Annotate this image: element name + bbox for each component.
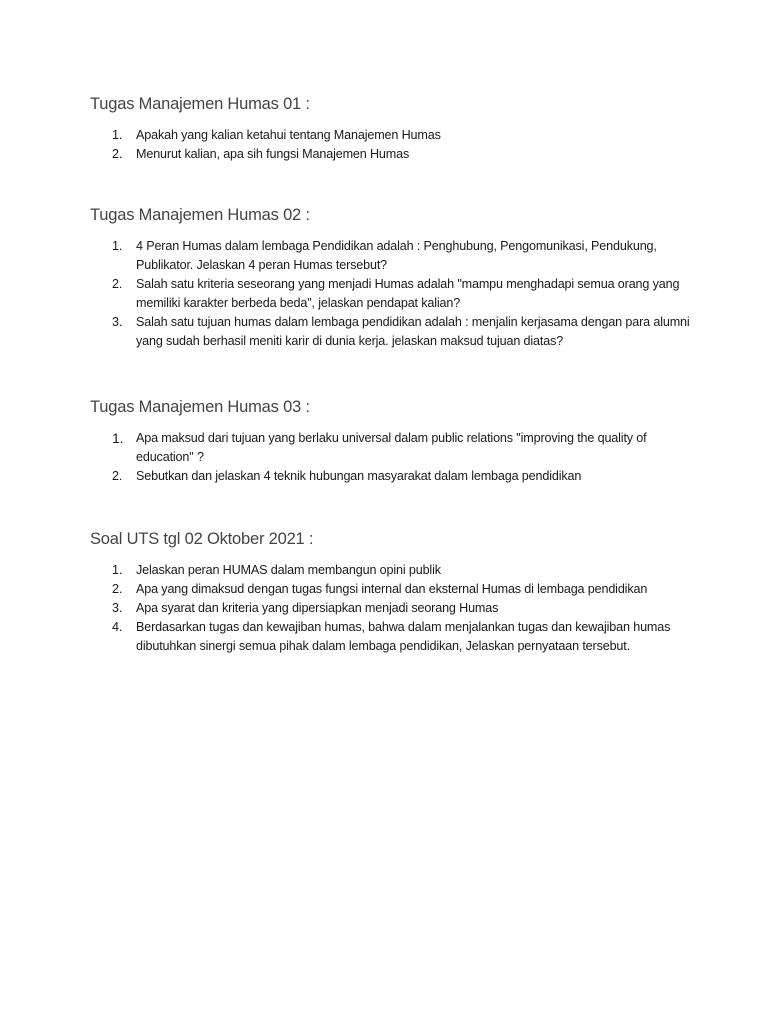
item-number: 3.	[112, 315, 123, 329]
item-number: 2.	[112, 582, 123, 596]
item-text: Menurut kalian, apa sih fungsi Manajemen Humas	[136, 147, 410, 161]
list-item	[90, 275, 690, 313]
list-item	[90, 580, 690, 599]
item-number: 2.	[112, 469, 123, 483]
list-item	[90, 145, 690, 164]
item-number: 1.	[112, 430, 124, 446]
question-list	[90, 561, 690, 656]
item-text: Salah satu tujuan humas dalam lembaga pendidikan adalah : menjalin kerjasama dengan para alumni yang sudah berhasil meniti karir di dunia kerja. jelaskan maksud tujuan diatas?	[136, 315, 690, 348]
list-item	[90, 313, 690, 351]
list-item	[90, 599, 690, 618]
item-text: Apa yang dimaksud dengan tugas fungsi internal dan eksternal Humas di lembaga pendidikan	[136, 582, 648, 596]
section-heading: Soal UTS tgl 02 Oktober 2021 :	[90, 530, 314, 548]
list-item	[90, 237, 690, 275]
item-number: 1.	[112, 239, 123, 253]
item-number: 3.	[112, 601, 123, 615]
section-tugas-03	[90, 398, 690, 486]
item-number: 2.	[112, 147, 123, 161]
list-item	[90, 618, 690, 656]
item-text: Apa syarat dan kriteria yang dipersiapkan menjadi seorang Humas	[136, 601, 499, 615]
list-item	[90, 467, 690, 486]
item-number: 4.	[112, 620, 123, 634]
section-heading: Tugas Manajemen Humas 01 :	[90, 95, 310, 113]
item-text: Jelaskan peran HUMAS dalam membangun opini publik	[136, 563, 441, 577]
section-tugas-02	[90, 206, 690, 351]
item-text: Apakah yang kalian ketahui tentang Manajemen Humas	[136, 128, 441, 142]
section-tugas-01	[90, 95, 690, 164]
item-text: 4 Peran Humas dalam lembaga Pendidikan adalah : Penghubung, Pengomunikasi, Pendukung, Publikator. Jelaskan 4 peran Humas tersebut?	[136, 239, 657, 272]
section-heading: Tugas Manajemen Humas 02 :	[90, 206, 310, 224]
item-number: 2.	[112, 277, 123, 291]
list-item	[90, 429, 690, 467]
section-heading: Tugas Manajemen Humas 03 :	[90, 398, 310, 416]
question-list	[90, 126, 690, 164]
item-number: 1.	[112, 128, 123, 142]
item-text: Sebutkan dan jelaskan 4 teknik hubungan masyarakat dalam lembaga pendidikan	[136, 469, 582, 483]
question-list	[90, 429, 690, 486]
question-list	[90, 237, 690, 351]
item-number: 1.	[112, 563, 123, 577]
item-text: Salah satu kriteria seseorang yang menjadi Humas adalah "mampu menghadapi semua orang yang memiliki karakter berbeda beda", jelaskan pendapat kalian?	[136, 277, 680, 310]
item-text: Berdasarkan tugas dan kewajiban humas, bahwa dalam menjalankan tugas dan kewajiban humas dibutuhkan sinergi semua pihak dalam lembaga pendidikan, Jelaskan pernyataan tersebut.	[136, 620, 671, 653]
section-soal-uts	[90, 530, 690, 656]
list-item	[90, 126, 690, 145]
item-text: Apa maksud dari tujuan yang berlaku universal dalam public relations "improving the quality of education" ?	[136, 431, 647, 464]
list-item	[90, 561, 690, 580]
